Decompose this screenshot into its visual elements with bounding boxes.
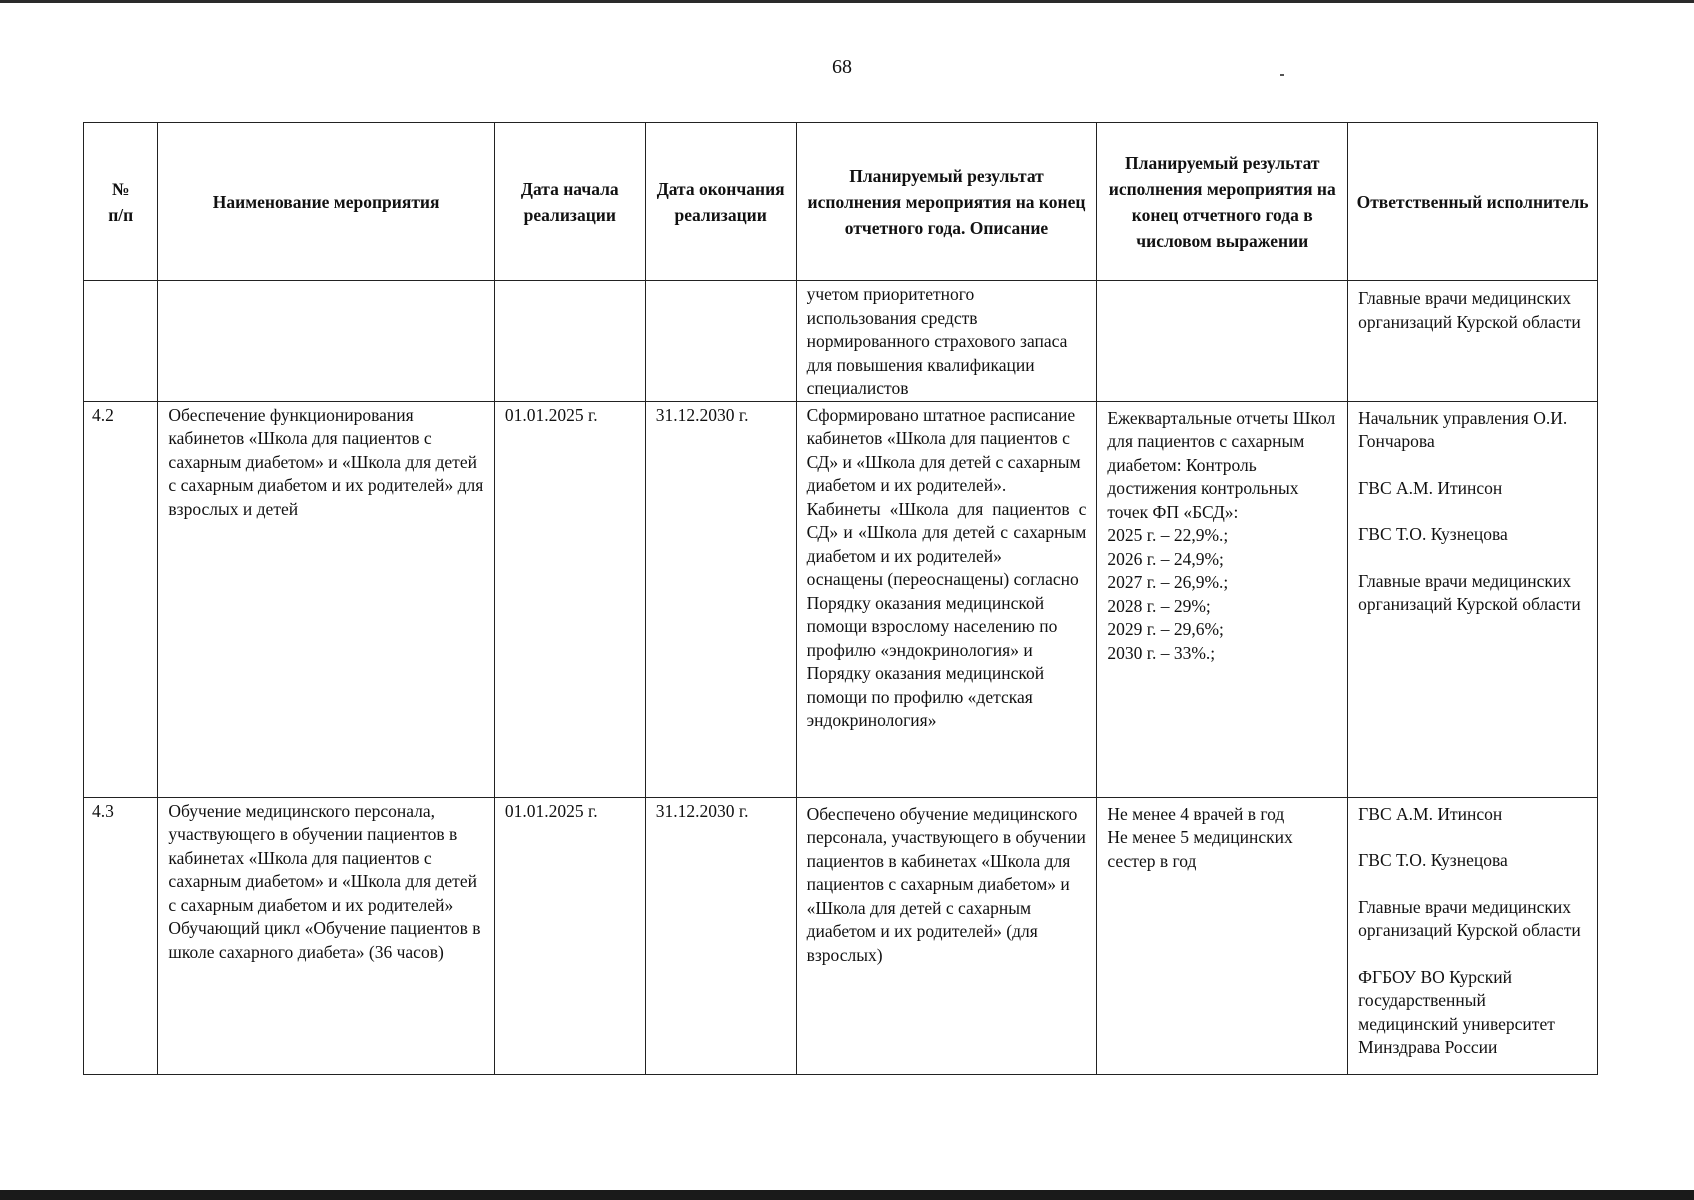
cell-result-description [796, 401, 1097, 797]
responsible-entry: Главные врачи медицинских организаций Курской области [1358, 896, 1581, 940]
result-numeric-year: 2025 г. – 22,9%.; [1107, 525, 1229, 545]
cell-responsible [1348, 797, 1598, 1074]
cell-result-numeric [1097, 281, 1348, 402]
responsible-entry: ГВС А.М. Итинсон [1358, 477, 1503, 498]
cell-result-numeric [1097, 797, 1348, 1074]
table-row-4-2 [84, 401, 1598, 797]
cell-end-date: 31.12.2030 г. [645, 401, 796, 797]
header-num: № п/п [84, 123, 158, 281]
cell-responsible: Главные врачи медицинских организаций Курской области [1348, 281, 1598, 402]
cell-name: Обеспечение функционирования кабинетов «Школа для пациентов с сахарным диабетом» и «Школа для детей с сахарным диабетом и их родителей» для взрослых и детей [158, 401, 494, 797]
cell-num: 4.3 [84, 797, 158, 1074]
header-start-date: Дата начала реализации [494, 123, 645, 281]
result-numeric-line: Не менее 4 врачей в год [1107, 803, 1285, 824]
activity-name-paragraph: Обучение медицинского персонала, участвующего в обучении пациентов в кабинетах «Школа для пациентов с сахарным диабетом» и «Школа для детей с сахарным диабетом и их родителей» [168, 800, 477, 915]
header-end-date: Дата окончания реализации [645, 123, 796, 281]
cell-result-numeric [1097, 401, 1348, 797]
table-header-row [84, 123, 1598, 281]
responsible-entry: ГВС Т.О. Кузнецова [1358, 524, 1508, 544]
result-numeric-year: 2030 г. – 33%.; [1107, 642, 1216, 663]
result-description-paragraph: Кабинеты «Школа для пациентов с СД» и «Школа для детей с сахарным диабетом и их родителей» [806, 498, 1087, 566]
table-row-continuation [84, 281, 1598, 402]
cell-end-date [645, 281, 796, 402]
responsible-entry: ФГБОУ ВО Курский государственный медицинский университет Минздрава России [1358, 966, 1555, 1057]
table-row-4-3 [84, 797, 1598, 1074]
cell-start-date [494, 281, 645, 402]
cell-num [84, 281, 158, 402]
result-numeric-line: Не менее 5 медицинских сестер в год [1107, 827, 1293, 871]
cell-result-description: учетом приоритетного использования средств нормированного страхового запаса для повышения квалификации специалистов [796, 281, 1097, 402]
responsible-entry: Главные врачи медицинских организаций Курской области [1358, 570, 1581, 614]
result-numeric-year: 2027 г. – 26,9%.; [1107, 572, 1229, 592]
result-numeric-year: 2028 г. – 29%; [1107, 595, 1211, 616]
responsible-entry: Начальник управления О.И. Гончарова [1358, 407, 1568, 451]
result-numeric-intro: Ежеквартальные отчеты Школ для пациентов с сахарным диабетом: Контроль достижения контрольных точек ФП «БСД»: [1107, 407, 1336, 522]
result-description-paragraph: оснащены (переоснащены) согласно Порядку оказания медицинской помощи взрослому населению по профилю «эндокринология» и Порядку оказания медицинской помощи по профилю «детская эндокринология» [806, 569, 1079, 730]
header-result-description: Планируемый результат исполнения мероприятия на конец отчетного года. Описание [796, 123, 1097, 281]
result-numeric-year: 2029 г. – 29,6%; [1107, 619, 1224, 639]
activity-name-paragraph: Обучающий цикл «Обучение пациентов в школе сахарного диабета» (36 часов) [168, 918, 481, 962]
cell-end-date: 31.12.2030 г. [645, 797, 796, 1074]
activity-plan-table [83, 122, 1598, 1075]
cell-name [158, 797, 494, 1074]
header-name: Наименование мероприятия [158, 123, 494, 281]
header-responsible: Ответственный исполнитель [1348, 123, 1598, 281]
responsible-entry: ГВС Т.О. Кузнецова [1358, 850, 1508, 870]
scan-edge-top [0, 0, 1694, 3]
scan-edge-bottom [0, 1190, 1694, 1200]
cell-start-date: 01.01.2025 г. [494, 401, 645, 797]
cell-responsible [1348, 401, 1598, 797]
cell-result-description: Обеспечено обучение медицинского персонала, участвующего в обучении пациентов в кабинетах «Школа для пациентов с сахарным диабетом» и «Школа для детей с сахарным диабетом и их родителей» (для взрослых) [796, 797, 1097, 1074]
cell-start-date: 01.01.2025 г. [494, 797, 645, 1074]
page-number: 68 [832, 56, 852, 78]
cell-num: 4.2 [84, 401, 158, 797]
result-description-paragraph: Сформировано штатное расписание кабинетов «Школа для пациентов с СД» и «Школа для детей с сахарным диабетом и их родителей». [806, 404, 1081, 495]
cell-name [158, 281, 494, 402]
header-result-numeric: Планируемый результат исполнения мероприятия на конец отчетного года в числовом выражении [1097, 123, 1348, 281]
scan-artifact [1280, 74, 1284, 76]
responsible-entry: ГВС А.М. Итинсон [1358, 803, 1503, 824]
result-numeric-year: 2026 г. – 24,9%; [1107, 548, 1224, 569]
